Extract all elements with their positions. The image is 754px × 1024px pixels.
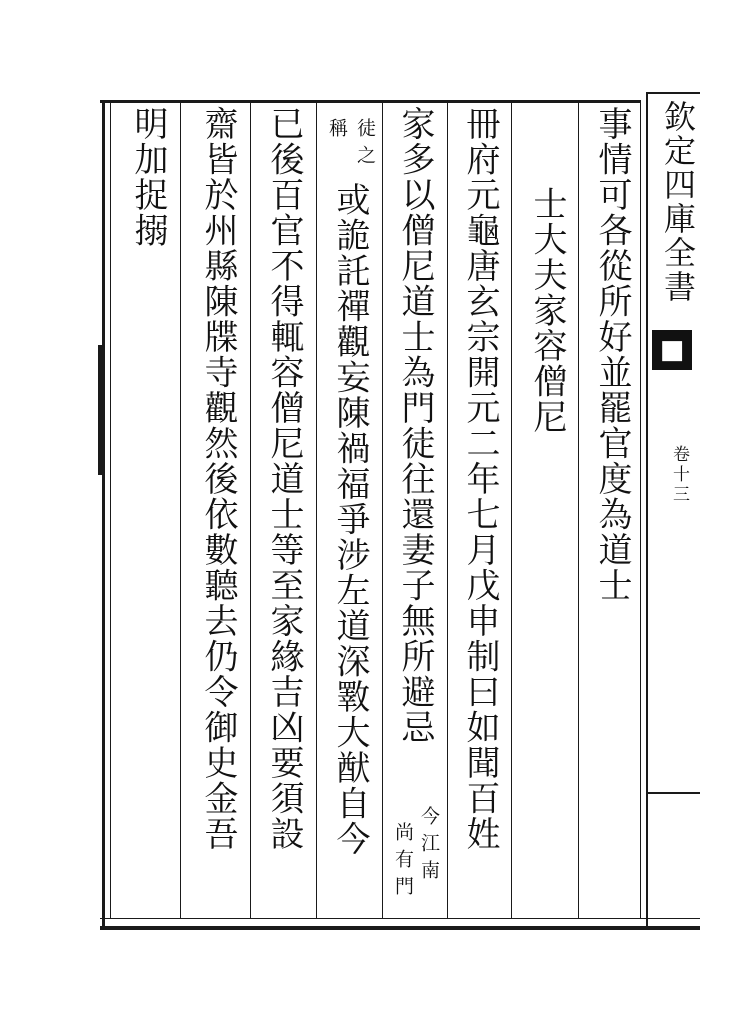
gloss-column-4a: 今江南 [418, 806, 440, 887]
text-column-8: 明加捉搦 [128, 106, 168, 248]
text-column-3: 冊府元龜唐玄宗開元二年七月戊申制曰如聞百姓 [460, 106, 500, 852]
column-rule-4 [382, 100, 383, 918]
text-column-6: 已後百官不得輒容僧尼道士等至家緣吉凶要須設 [264, 106, 304, 852]
text-column-2: 士大夫家容僧尼 [527, 186, 567, 435]
text-column-1: 事情可各從所好並罷官度為道士 [592, 106, 632, 603]
text-column-4: 家多以僧尼道士為門徒往還妻子無所避忌 [395, 106, 435, 745]
juan-number: 卷十三 [669, 445, 689, 505]
right-border-outer [646, 92, 648, 930]
column-rule-6 [250, 100, 251, 918]
fish-tail-mark: ■ [652, 330, 692, 370]
column-rule-7 [180, 100, 181, 918]
column-rule-5 [316, 100, 317, 918]
gloss-column-5b: 稱 [326, 118, 348, 145]
top-border [100, 100, 640, 103]
left-border-inner [110, 100, 111, 918]
text-column-7: 齋皆於州縣陳牒寺觀然後依數聽去仍令御史金吾 [198, 106, 238, 852]
column-rule-1 [578, 100, 579, 918]
gloss-column-4b: 尚有門 [392, 822, 414, 903]
book-title: 欽定四庫全書 [659, 100, 697, 304]
margin-rule [646, 792, 700, 794]
text-column-5: 或詭託禪觀妄陳禍福爭涉左道深斁大猷自今 [330, 182, 370, 857]
column-rule-2 [511, 100, 512, 918]
bottom-border-thin [100, 918, 700, 919]
right-border-inner [640, 100, 641, 918]
column-rule-3 [447, 100, 448, 918]
bottom-border-thick [100, 926, 700, 930]
gloss-column-5a: 徒之 [354, 118, 376, 172]
left-border [102, 100, 105, 930]
margin-rule-top [646, 92, 700, 94]
left-edge-mark [98, 345, 102, 475]
